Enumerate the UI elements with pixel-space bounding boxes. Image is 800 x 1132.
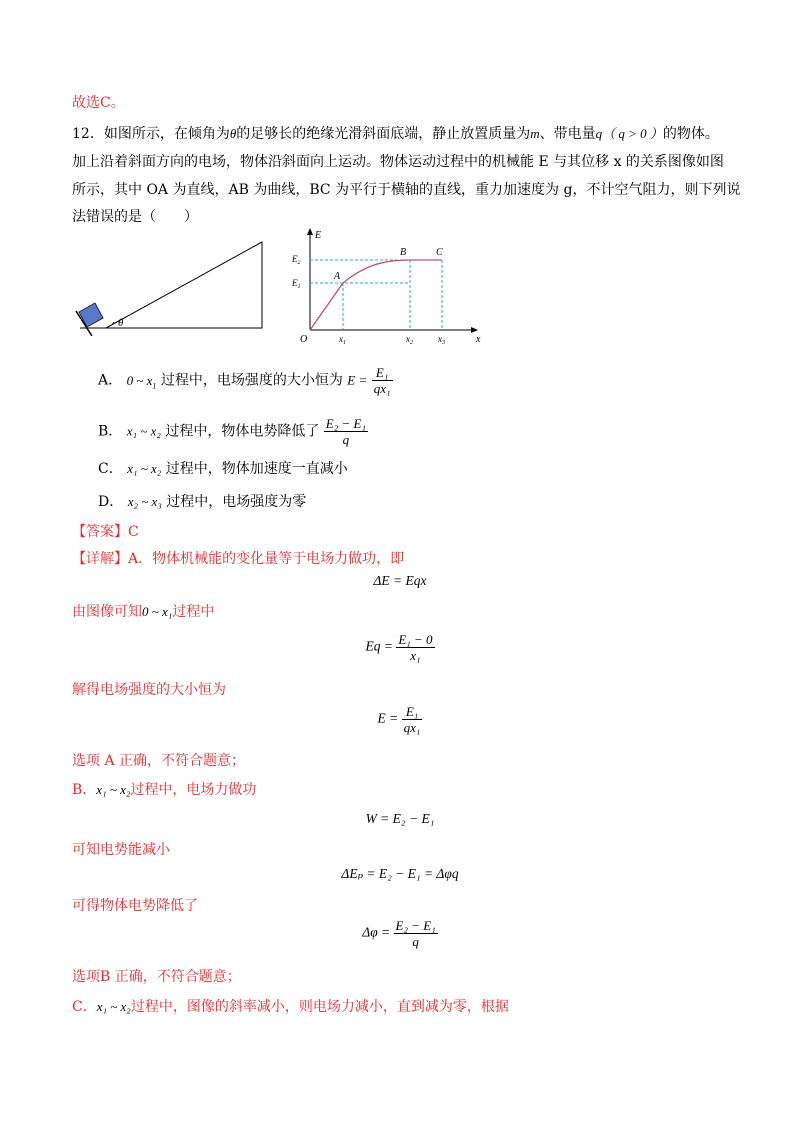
e-axis-label: E — [315, 230, 322, 241]
option-a-fraction: $\frac{\text{E₁}}{\text{qx₁}}$ — [373, 365, 391, 396]
e1-label: $E_1$ — [292, 278, 301, 290]
detail-line-b-get: 可得物体电势降低了 — [72, 898, 198, 914]
energy-curve — [310, 260, 442, 330]
x2-label: $x_2$ — [406, 334, 413, 346]
option-c: C． x₁ ~ x₂ 过程中，物体加速度一直减小 — [98, 461, 348, 477]
charged-block — [79, 303, 103, 327]
option-c-range: x₁ ~ x₂ — [127, 461, 162, 476]
question-line-2: 加上沿着斜面方向的电场，物体沿斜面向上运动。物体运动过程中的机械能 E 与其位移 x 的关系图像如图 — [72, 154, 724, 170]
energy-graph — [286, 226, 496, 346]
previous-answer: 故选C。 — [72, 95, 125, 111]
point-c-label: C — [436, 247, 443, 258]
option-b-fraction: $\frac{\text{E₂ − E₁}}{q}$ — [325, 416, 366, 447]
question-text-1b: 的足够长的绝缘光滑斜面底端，静止放置质量为 — [236, 126, 531, 142]
detail-a-conclusion: 选项 A 正确，不符合题意； — [72, 753, 246, 769]
equation-1: ΔE = Eqx — [373, 573, 427, 588]
point-a-label: A — [334, 271, 341, 282]
answer-label: 【答案】 — [72, 524, 128, 540]
detail-line-a-from: 由图像可知0 ~ x₁过程中 — [72, 604, 215, 620]
incline-triangle — [106, 242, 262, 328]
question-number: 12． — [72, 126, 104, 142]
question-line-1 — [72, 124, 719, 144]
detail-b-conclusion: 选项B 正确，不符合题意； — [72, 969, 241, 985]
detail-line-b: B．x₁ ~ x₂过程中，电场力做功 — [72, 782, 257, 798]
theta-symbol: θ — [229, 126, 237, 141]
origin-label: O — [300, 334, 308, 345]
x-axis-arrow — [471, 327, 478, 333]
answer-value: C — [128, 524, 139, 540]
mass-symbol: m — [530, 126, 540, 141]
option-d: D． x₂ ~ x₃ 过程中，电场强度为零 — [98, 494, 307, 510]
charge-condition: （ q > 0 ） — [602, 126, 663, 141]
equation-2: Eq = $\frac{\text{E₁ − 0}}{\text{x₁}}$ — [365, 632, 433, 663]
equation-3: E = $\frac{\text{E₁}}{\text{qx₁}}$ — [377, 704, 421, 735]
option-b: B． x₁ ~ x₂ 过程中，物体电势降低了 $\frac{\text{E₂ − E₁}}{q}$ — [98, 416, 366, 447]
option-d-range: x₂ ~ x₃ — [127, 494, 162, 509]
question-text-1d: 的物体。 — [662, 126, 719, 142]
detail-label: 【详解】 — [72, 551, 128, 567]
answer-line — [72, 522, 139, 542]
point-b-label: B — [400, 247, 407, 258]
incline-figure — [70, 236, 270, 336]
angle-label: θ — [118, 317, 124, 329]
equation-5: ΔEₚ = E₂ − E₁ = Δφq — [341, 866, 459, 881]
x3-label: $x_3$ — [438, 334, 445, 346]
question-line-3: 所示，其中 OA 为直线，AB 为曲线，BC 为平行于横轴的直线，重力加速度为 g，不计空气阻力，则下列说 — [72, 182, 741, 198]
equation-6: Δφ = $\frac{\text{E₂ − E₁}}{q}$ — [362, 918, 436, 949]
option-a-range: 0 ~ $x_1$ — [126, 372, 157, 391]
equation-4: W = E₂ − E₁ — [365, 811, 435, 826]
detail-line-a-solve: 解得电场强度的大小恒为 — [72, 682, 226, 698]
e-axis-arrow — [307, 228, 313, 235]
detail-line-b-know: 可知电势能减小 — [72, 842, 170, 858]
e2-label: $E_2$ — [292, 254, 301, 266]
detail-line-a: 【详解】A．物体机械能的变化量等于电场力做功，即 — [72, 551, 405, 567]
detail-line-c: C．x₁ ~ x₂过程中，图像的斜率减小，则电场力减小，直到减为零，根据 — [72, 999, 509, 1015]
option-b-range: x₁ ~ x₂ — [126, 423, 161, 439]
option-a: A． 0 ~ $x_1$ 过程中，电场强度的大小恒为 E = $\frac{\text{E₁}}{\text{qx₁}}$ — [98, 365, 391, 396]
question-text-1c: 、带电量 — [539, 126, 596, 142]
charge-symbol: q — [595, 126, 603, 141]
question-text-1a: 如图所示，在倾角为 — [103, 126, 230, 142]
x-axis-label: x — [476, 334, 481, 345]
question-line-4: 法错误的是（ ） — [72, 209, 198, 225]
x1-label: $x_1$ — [339, 334, 346, 346]
